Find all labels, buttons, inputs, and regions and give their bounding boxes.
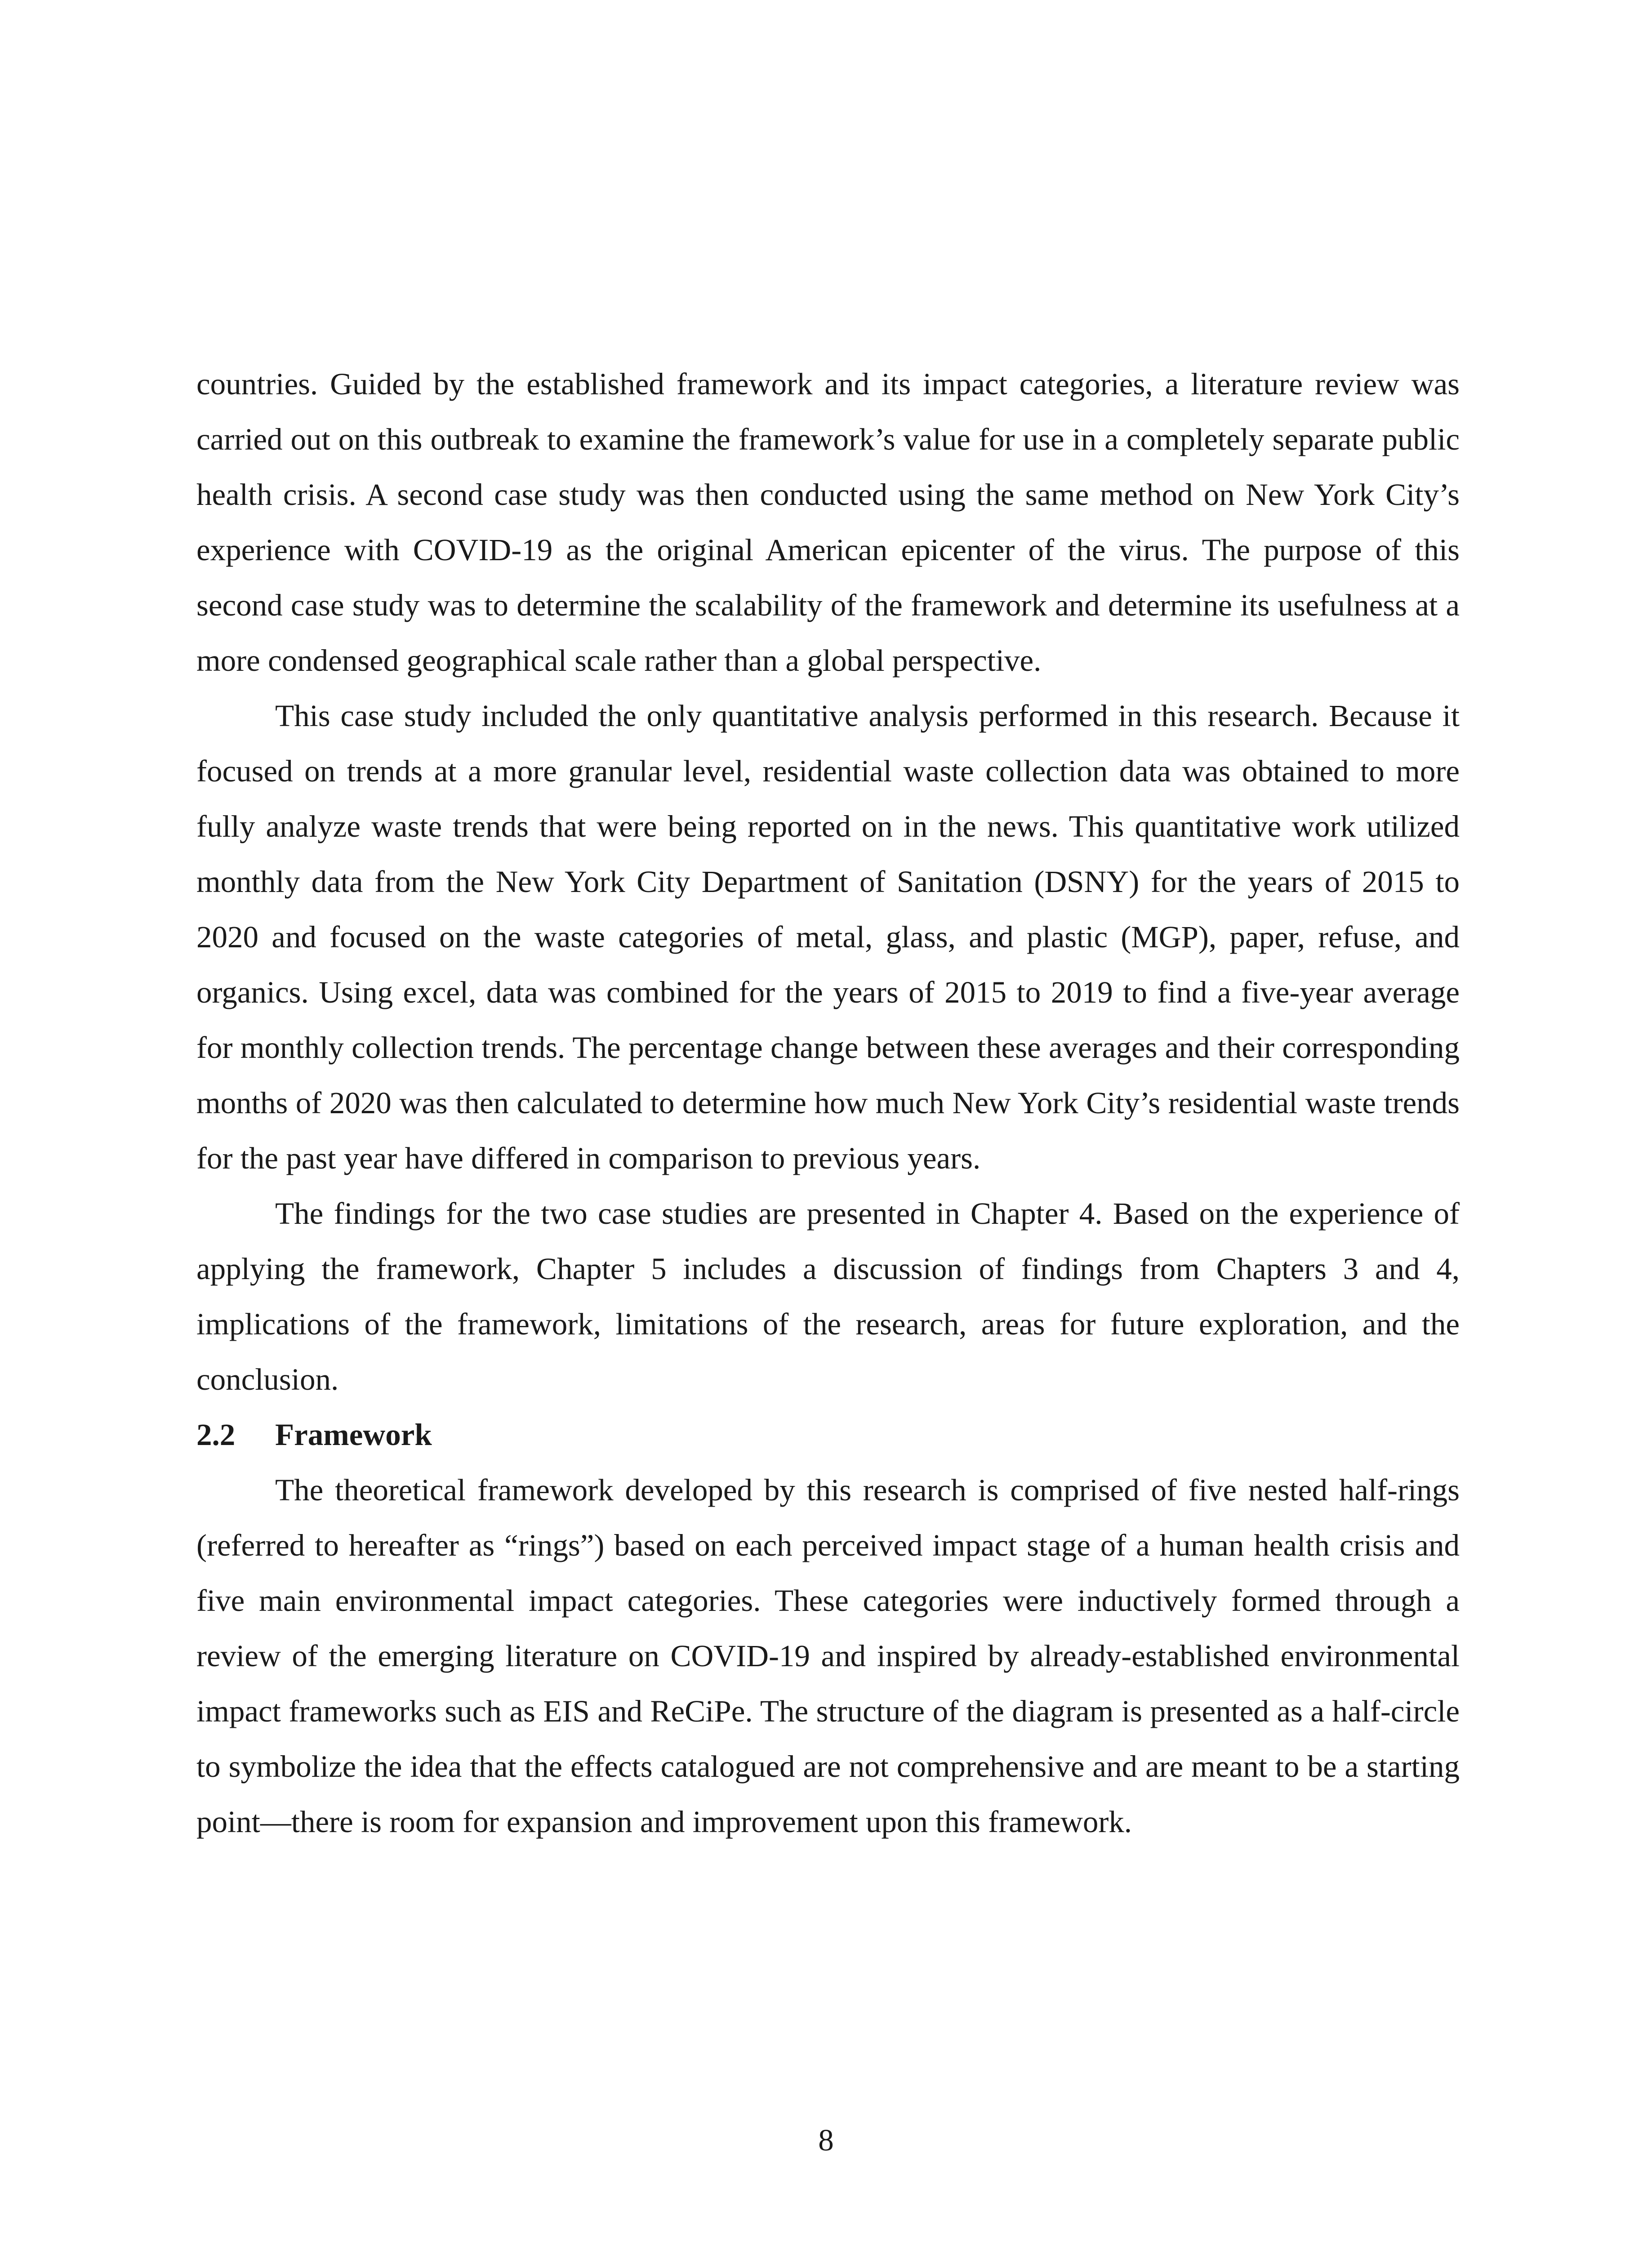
body-text [196, 357, 1460, 1850]
section-number: 2.2 [196, 1418, 236, 1452]
section-title: Framework [275, 1418, 432, 1452]
paragraph-framework: The theoretical framework developed by this research is comprised of five nested half-rings (referred to hereafter as “rings”) based on each perceived impact stage of a human health crisis and five main environmental impact categories. These categories were inductively formed through a review of the emerging literature on COVID-19 and inspired by already-established environmental impact frameworks such as EIS and ReCiPe. The structure of the diagram is presented as a half-circle to symbolize the idea that the effects catalogued are not comprehensive and are meant to be a starting point—there is room for expansion and improvement upon this framework. [196, 1473, 1460, 1839]
paragraph-case-study: This case study included the only quantitative analysis performed in this research. Because it focused on trends at a more granular level, residential waste collection data was obtained to more fully analyze waste trends that were being reported on in the news. This quantitative work utilized monthly data from the New York City Department of Sanitation (DSNY) for the years of 2015 to 2020 and focused on the waste categories of metal, glass, and plastic (MGP), paper, refuse, and organics. Using excel, data was combined for the years of 2015 to 2019 to find a five-year average for monthly collection trends. The percentage change between these averages and their corresponding months of 2020 was then calculated to determine how much New York City’s residential waste trends for the past year have differed in comparison to previous years. [196, 699, 1460, 1175]
paragraph-continued: countries. Guided by the established framework and its impact categories, a literature review was carried out on this outbreak to examine the framework’s value for use in a completely separate public health crisis. A second case study was then conducted using the same method on New York City’s experience with COVID-19 as the original American epicenter of the virus. The purpose of this second case study was to determine the scalability of the framework and determine its usefulness at a more condensed geographical scale rather than a global perspective. [196, 367, 1460, 678]
page-number: 8 [818, 2123, 834, 2157]
paragraph-findings: The findings for the two case studies are presented in Chapter 4. Based on the experience of applying the framework, Chapter 5 includes a discussion of findings from Chapters 3 and 4, implications of the framework, limitations of the research, areas for future exploration, and the conclusion. [196, 1196, 1460, 1396]
section-heading [196, 1407, 1460, 1463]
